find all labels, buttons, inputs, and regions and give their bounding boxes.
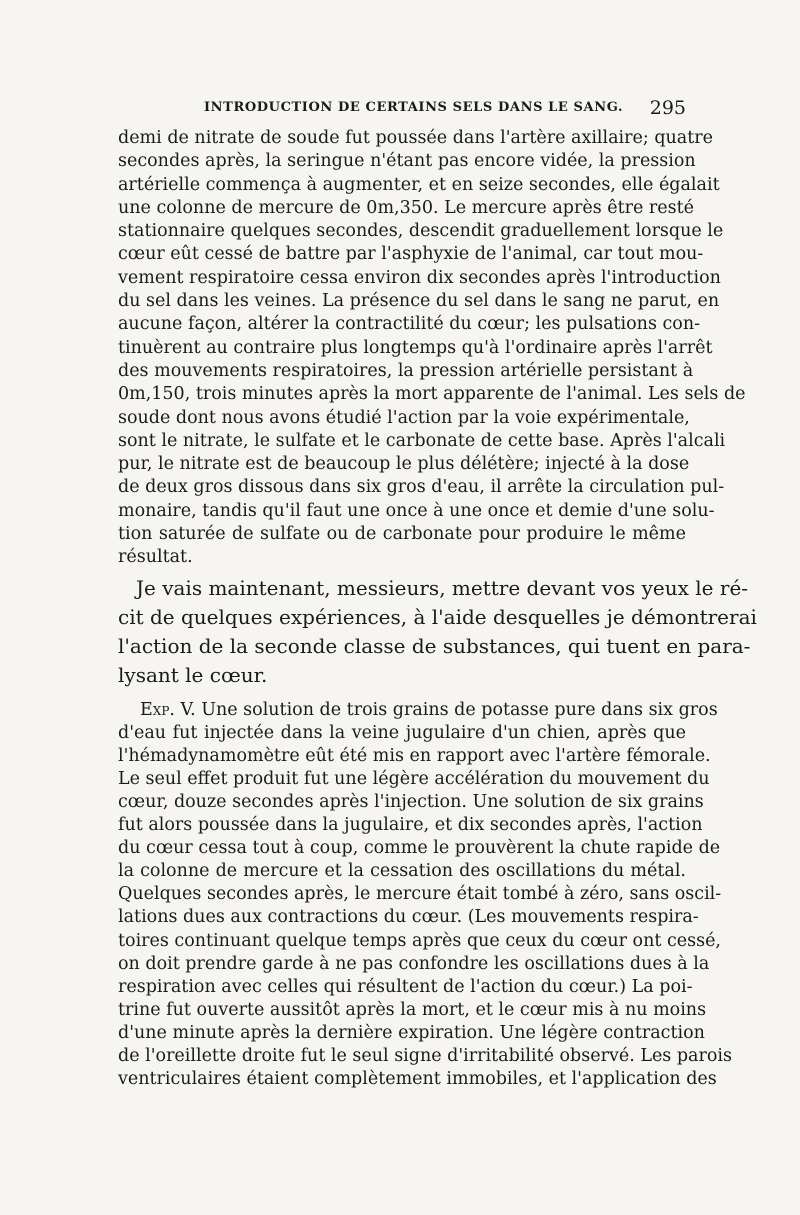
text-line: de l'oreillette droite fut le seul signe d'irritabilité observé. Les parois	[118, 1046, 732, 1067]
text-line: toires continuant quelque temps après que ceux du cœur ont cessé,	[118, 930, 721, 951]
text-line: on doit prendre garde à ne pas confondre les oscillations dues à la	[118, 953, 710, 974]
text-line: du cœur cessa tout à coup, comme le prouvèrent la chute rapide de	[118, 838, 721, 859]
text-line: de deux gros dissous dans six gros d'eau, il arrête la circulation pul-	[118, 477, 725, 498]
text-line: tion saturée de sulfate ou de carbonate pour produire le même	[118, 524, 686, 545]
text-line: pur, le nitrate est de beaucoup le plus délétère; injecté à la dose	[118, 454, 690, 475]
text-line: lysant le cœur.	[118, 662, 268, 687]
text-line: cit de quelques expériences, à l'aide desquelles je démontrerai	[118, 604, 757, 629]
text-line: une colonne de mercure de 0m,350. Le mercure après être resté	[118, 197, 695, 218]
text-line: l'action de la seconde classe de substances, qui tuent en para-	[118, 633, 751, 658]
paragraph-continuation	[118, 127, 746, 570]
text-line: Le seul effet produit fut une légère accélération du mouvement du	[118, 768, 710, 789]
text-line: des mouvements respiratoires, la pression artérielle persistant à	[118, 360, 694, 381]
text-line: l'hémadynamomètre eût été mis en rapport avec l'artère fémorale.	[118, 745, 711, 766]
text-line: sont le nitrate, le sulfate et le carbonate de cette base. Après l'alcali	[118, 430, 726, 451]
text-line: aucune façon, altérer la contractilité du cœur; les pulsations con-	[118, 314, 701, 335]
text-line: du sel dans les veines. La présence du sel dans le sang ne parut, en	[118, 291, 720, 312]
text-line: cœur eût cessé de battre par l'asphyxie de l'animal, car tout mou-	[118, 244, 704, 265]
text-line: cœur, douze secondes après l'injection. Une solution de six grains	[118, 792, 704, 813]
text-line: demi de nitrate de soude fut poussée dans l'artère axillaire; quatre	[118, 128, 713, 148]
text-line: respiration avec celles qui résultent de l'action du cœur.) La poi-	[118, 976, 693, 997]
text-line: soude dont nous avons étudié l'action par la voie expérimentale,	[118, 407, 690, 428]
paragraph-lecture	[118, 574, 757, 690]
text-line: fut alors poussée dans la jugulaire, et dix secondes après, l'action	[118, 815, 703, 836]
text-line: ventriculaires étaient complètement immobiles, et l'application des	[118, 1069, 717, 1090]
text-line-content: Une solution de trois grains de potasse pure dans six gros	[195, 699, 718, 720]
text-line: Je vais maintenant, messieurs, mettre devant vos yeux le ré-	[136, 575, 749, 600]
text-line: tinuèrent au contraire plus longtemps qu'à l'ordinaire après l'arrêt	[118, 337, 713, 358]
running-title: INTRODUCTION DE CERTAINS SELS DANS LE SANG.	[204, 100, 624, 115]
running-header	[118, 97, 686, 126]
text-line	[118, 699, 718, 722]
text-line: secondes après, la seringue n'étant pas encore vidée, la pression	[118, 151, 696, 172]
text-line: d'une minute après la dernière expiration. Une légère contraction	[118, 1022, 705, 1043]
text-line: trine fut ouverte aussitôt après la mort, et le cœur mis à nu moins	[118, 999, 707, 1020]
text-line: monaire, tandis qu'il faut une once à une once et demie d'une solu-	[118, 500, 715, 521]
text-line: vement respiratoire cessa environ dix secondes après l'introduction	[118, 267, 721, 288]
paragraph-experiment-5	[118, 699, 732, 1092]
page-number: 295	[649, 97, 686, 119]
body-text	[118, 127, 757, 1091]
text-line: d'eau fut injectée dans la veine jugulaire d'un chien, après que	[118, 722, 686, 743]
text-line: 0m,150, trois minutes après la mort apparente de l'animal. Les sels de	[118, 384, 746, 405]
text-line: lations dues aux contractions du cœur. (Les mouvements respira-	[118, 907, 699, 928]
text-line: stationnaire quelques secondes, descendit graduellement lorsque le	[118, 221, 724, 242]
text-line: la colonne de mercure et la cessation des oscillations du métal.	[118, 861, 686, 882]
text-line: Quelques secondes après, le mercure était tombé à zéro, sans oscil-	[118, 884, 722, 905]
experiment-label: Exp. V.	[140, 699, 196, 720]
text-line: artérielle commença à augmenter, et en seize secondes, elle égalait	[118, 174, 720, 195]
text-line: résultat.	[118, 547, 193, 568]
